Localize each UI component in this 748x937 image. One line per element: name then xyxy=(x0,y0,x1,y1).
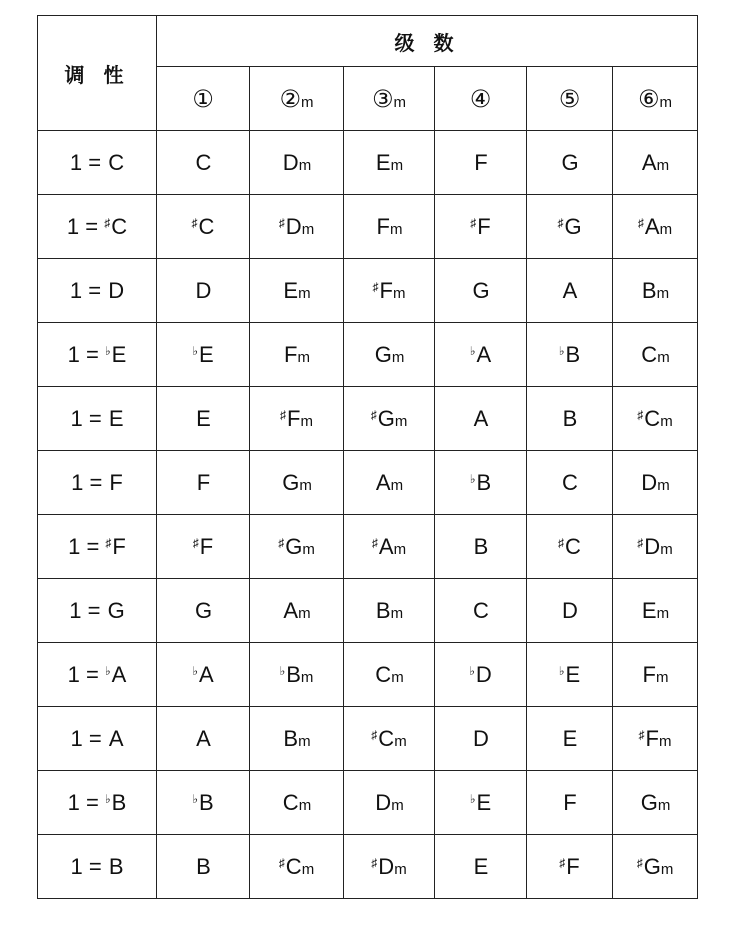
chord-root: E xyxy=(641,597,657,623)
chord-root: F xyxy=(199,533,214,559)
chord-cell xyxy=(613,771,698,835)
chord-root: A xyxy=(283,597,299,623)
chord-suffix: m xyxy=(298,796,312,814)
key-note: B xyxy=(108,853,124,879)
degree-suffix: m xyxy=(301,93,314,111)
degree-header-two xyxy=(250,67,344,131)
chord-cell xyxy=(157,835,250,899)
chord-cell xyxy=(157,515,250,579)
chord-suffix: m xyxy=(302,540,315,558)
chord-root: E xyxy=(473,853,489,879)
chord-root: F xyxy=(474,149,488,175)
chord-root: A xyxy=(476,341,492,367)
chord-root: D xyxy=(375,789,392,815)
chord-root: C xyxy=(644,405,661,431)
chord-cell xyxy=(157,195,250,259)
key-acc: ♭ xyxy=(104,663,111,678)
degree-number: ③ xyxy=(371,84,394,113)
chord-suffix: m xyxy=(658,732,672,750)
chord-root: A xyxy=(375,469,391,495)
chord-cell xyxy=(527,195,613,259)
chord-suffix: m xyxy=(394,860,407,878)
chord-cell xyxy=(344,707,435,771)
table-row xyxy=(38,835,698,899)
chord-suffix: m xyxy=(301,220,315,238)
key-column-header: 调 性 xyxy=(38,16,157,131)
key-note: G xyxy=(107,597,125,623)
chord-suffix: m xyxy=(657,348,670,366)
key-note: E xyxy=(111,341,127,367)
chord-suffix: m xyxy=(656,284,670,302)
chord-root: G xyxy=(640,789,658,815)
chord-cell xyxy=(344,643,435,707)
chord-acc: ♭ xyxy=(469,471,476,486)
key-prefix: 1 = xyxy=(69,277,108,303)
chord-cell xyxy=(613,387,698,451)
chord-root: C xyxy=(565,533,581,559)
chord-cell xyxy=(344,451,435,515)
key-note: B xyxy=(111,789,127,815)
key-cell xyxy=(38,259,157,323)
header-row-1 xyxy=(38,16,698,67)
key-cell xyxy=(38,195,157,259)
chord-cell xyxy=(527,835,613,899)
degree-number: ① xyxy=(192,84,214,113)
degree-suffix: m xyxy=(393,93,406,111)
chord-acc: ♯ xyxy=(636,855,643,870)
chord-root: G xyxy=(643,853,661,879)
key-acc: ♯ xyxy=(104,215,111,230)
chord-cell xyxy=(435,771,527,835)
degree-header-five xyxy=(527,67,613,131)
chord-acc: ♯ xyxy=(637,215,644,230)
key-cell xyxy=(38,771,157,835)
degree-group-header: 级 数 xyxy=(157,16,698,67)
chord-root: F xyxy=(287,405,301,431)
chord-cell xyxy=(250,707,344,771)
chord-acc: ♯ xyxy=(192,535,199,550)
chord-root: F xyxy=(563,789,577,815)
degree-suffix: m xyxy=(659,93,672,111)
chord-root: G xyxy=(282,469,300,495)
chord-root: A xyxy=(562,277,578,303)
chord-acc: ♯ xyxy=(558,535,565,550)
chord-cell xyxy=(527,323,613,387)
chord-suffix: m xyxy=(394,412,408,430)
chord-root: B xyxy=(562,405,578,431)
chord-cell xyxy=(344,835,435,899)
chord-suffix: m xyxy=(656,604,670,622)
chord-cell xyxy=(344,515,435,579)
table-row xyxy=(38,131,698,195)
chord-acc: ♯ xyxy=(470,215,477,230)
chord-suffix: m xyxy=(394,732,407,750)
chord-cell xyxy=(157,707,250,771)
chord-root: D xyxy=(285,213,302,239)
chord-suffix: m xyxy=(300,668,314,686)
chord-acc: ♯ xyxy=(638,727,645,742)
chord-cell xyxy=(527,387,613,451)
chord-cell xyxy=(344,131,435,195)
key-prefix: 1 = xyxy=(69,597,107,623)
key-prefix: 1 = xyxy=(69,149,108,175)
chord-cell xyxy=(527,451,613,515)
chord-suffix: m xyxy=(393,540,407,558)
chord-acc: ♭ xyxy=(192,791,198,806)
chord-acc: ♭ xyxy=(279,663,286,678)
chord-cell xyxy=(527,579,613,643)
chord-cell xyxy=(344,387,435,451)
chord-root: E xyxy=(375,149,391,175)
key-prefix: 1 = xyxy=(67,661,105,687)
chord-root: C xyxy=(562,469,578,495)
chord-cell xyxy=(613,579,698,643)
chord-root: A xyxy=(473,405,489,431)
chord-suffix: m xyxy=(298,156,312,174)
degree-header-three xyxy=(344,67,435,131)
chord-root: G xyxy=(472,277,490,303)
chord-acc: ♯ xyxy=(372,279,379,294)
chord-root: D xyxy=(473,725,489,751)
key-note: A xyxy=(108,725,124,751)
key-note: A xyxy=(111,661,127,687)
table-row xyxy=(38,515,698,579)
chord-root: D xyxy=(641,469,658,495)
key-cell xyxy=(38,131,157,195)
chord-suffix: m xyxy=(392,284,406,302)
degree-header-four xyxy=(435,67,527,131)
key-cell xyxy=(38,707,157,771)
chord-suffix: m xyxy=(390,604,404,622)
chord-cell xyxy=(527,643,613,707)
chord-root: B xyxy=(375,597,391,623)
chord-suffix: m xyxy=(660,860,674,878)
chord-cell xyxy=(157,259,250,323)
key-prefix: 1 = xyxy=(66,213,105,239)
key-prefix: 1 = xyxy=(68,533,106,559)
chord-suffix: m xyxy=(657,796,671,814)
chord-root: A xyxy=(644,213,660,239)
chord-root: D xyxy=(475,661,492,687)
chord-cell xyxy=(157,771,250,835)
chord-cell xyxy=(344,323,435,387)
chord-acc: ♯ xyxy=(557,215,564,230)
table-row xyxy=(38,643,698,707)
chord-acc: ♭ xyxy=(192,663,198,678)
chord-acc: ♯ xyxy=(559,855,566,870)
chord-root: F xyxy=(477,213,491,239)
chord-acc: ♯ xyxy=(280,407,287,422)
chord-cell xyxy=(344,579,435,643)
chord-cell xyxy=(435,643,527,707)
chord-root: B xyxy=(476,469,492,495)
chord-root: A xyxy=(641,149,657,175)
chord-suffix: m xyxy=(299,476,312,494)
key-cell xyxy=(38,579,157,643)
chord-root: B xyxy=(198,789,214,815)
chord-root: G xyxy=(564,213,582,239)
chord-root: D xyxy=(378,853,395,879)
chord-cell xyxy=(250,835,344,899)
table-row xyxy=(38,323,698,387)
chord-root: B xyxy=(641,277,657,303)
chord-cell xyxy=(157,387,250,451)
key-cell xyxy=(38,323,157,387)
chord-acc: ♯ xyxy=(278,535,285,550)
degree-header-one xyxy=(157,67,250,131)
chord-cell xyxy=(435,387,527,451)
degree-number: ⑤ xyxy=(558,84,581,113)
chord-cell xyxy=(435,707,527,771)
degree-header-six xyxy=(613,67,698,131)
chord-root: F xyxy=(196,469,211,495)
chord-suffix: m xyxy=(298,732,311,750)
table-row xyxy=(38,771,698,835)
chord-acc: ♯ xyxy=(370,407,377,422)
chord-acc: ♭ xyxy=(558,343,565,358)
chord-acc: ♭ xyxy=(558,663,565,678)
chord-root: E xyxy=(565,661,581,687)
key-prefix: 1 = xyxy=(71,469,109,495)
key-note: C xyxy=(111,213,128,239)
key-acc: ♭ xyxy=(104,343,111,358)
key-note: E xyxy=(108,405,124,431)
chord-cell xyxy=(250,515,344,579)
chord-suffix: m xyxy=(298,284,311,302)
chord-root: F xyxy=(645,725,659,751)
chord-suffix: m xyxy=(390,156,404,174)
chord-root: D xyxy=(282,149,299,175)
chord-suffix: m xyxy=(660,412,673,430)
chord-suffix: m xyxy=(655,668,669,686)
key-prefix: 1 = xyxy=(70,405,108,431)
chord-cell xyxy=(613,707,698,771)
chord-cell xyxy=(613,131,698,195)
chord-suffix: m xyxy=(659,220,673,238)
chord-cell xyxy=(250,323,344,387)
chord-root: C xyxy=(378,725,395,751)
chord-suffix: m xyxy=(657,476,670,494)
chord-suffix: m xyxy=(301,860,315,878)
chord-cell xyxy=(250,387,344,451)
chord-cell xyxy=(613,643,698,707)
key-prefix: 1 = xyxy=(70,725,108,751)
chord-cell xyxy=(250,195,344,259)
chord-root: C xyxy=(282,789,299,815)
chord-cell xyxy=(527,515,613,579)
key-prefix: 1 = xyxy=(67,789,105,815)
chord-root: G xyxy=(561,149,579,175)
chord-suffix: m xyxy=(389,220,403,238)
chord-root: E xyxy=(476,789,492,815)
chord-degree-table xyxy=(37,15,698,899)
chord-acc: ♭ xyxy=(469,343,476,358)
chord-acc: ♯ xyxy=(278,215,285,230)
chord-cell xyxy=(435,131,527,195)
table-row xyxy=(38,451,698,515)
chord-root: E xyxy=(196,405,211,431)
chord-root: E xyxy=(198,341,214,367)
chord-cell xyxy=(435,835,527,899)
chord-cell xyxy=(435,579,527,643)
chord-cell xyxy=(613,259,698,323)
chord-root: C xyxy=(195,149,212,175)
chord-cell xyxy=(435,259,527,323)
key-cell xyxy=(38,451,157,515)
chord-root: B xyxy=(196,853,211,879)
chord-acc: ♯ xyxy=(371,535,378,550)
chord-cell xyxy=(250,771,344,835)
chord-cell xyxy=(527,259,613,323)
chord-suffix: m xyxy=(391,348,405,366)
chord-acc: ♯ xyxy=(637,407,644,422)
table-row xyxy=(38,387,698,451)
chord-suffix: m xyxy=(391,668,404,686)
chord-acc: ♭ xyxy=(469,663,475,678)
key-cell xyxy=(38,387,157,451)
chord-cell xyxy=(157,643,250,707)
degree-number: ④ xyxy=(469,84,492,113)
chord-root: G xyxy=(194,597,213,623)
chord-root: A xyxy=(198,661,214,687)
chord-acc: ♭ xyxy=(469,791,476,806)
chord-acc: ♯ xyxy=(371,855,378,870)
key-note: F xyxy=(112,533,126,559)
chord-suffix: m xyxy=(660,540,673,558)
table-row xyxy=(38,259,698,323)
chord-cell xyxy=(344,259,435,323)
table-row xyxy=(38,579,698,643)
chord-acc: ♯ xyxy=(278,855,285,870)
chord-cell xyxy=(157,131,250,195)
chord-root: A xyxy=(196,725,211,751)
degree-number: ⑥ xyxy=(637,84,660,113)
chord-cell xyxy=(157,579,250,643)
degree-number: ② xyxy=(279,84,301,113)
chord-cell xyxy=(527,771,613,835)
chord-root: C xyxy=(198,213,215,239)
chord-root: E xyxy=(562,725,578,751)
chord-cell xyxy=(157,451,250,515)
chord-cell xyxy=(250,131,344,195)
key-prefix: 1 = xyxy=(70,853,108,879)
chord-root: E xyxy=(283,277,299,303)
chord-cell xyxy=(435,451,527,515)
chord-root: D xyxy=(562,597,578,623)
key-cell xyxy=(38,835,157,899)
key-cell xyxy=(38,515,157,579)
key-note: F xyxy=(109,469,123,495)
chord-suffix: m xyxy=(300,412,313,430)
key-acc: ♯ xyxy=(105,535,112,550)
chord-acc: ♯ xyxy=(191,215,198,230)
chord-suffix: m xyxy=(656,156,670,174)
chord-cell xyxy=(527,131,613,195)
chord-cell xyxy=(250,579,344,643)
chord-cell xyxy=(250,643,344,707)
chord-cell xyxy=(613,195,698,259)
table-row xyxy=(38,707,698,771)
chord-root: B xyxy=(473,533,489,559)
chord-suffix: m xyxy=(297,348,310,366)
chord-cell xyxy=(157,323,250,387)
chord-acc: ♭ xyxy=(192,343,198,358)
chord-cell xyxy=(250,259,344,323)
chord-root: C xyxy=(641,341,658,367)
chord-root: F xyxy=(642,661,656,687)
chord-acc: ♯ xyxy=(637,535,644,550)
chord-root: F xyxy=(379,277,393,303)
chord-cell xyxy=(613,323,698,387)
chord-root: D xyxy=(644,533,661,559)
table-row xyxy=(38,195,698,259)
chord-cell xyxy=(613,515,698,579)
chord-cell xyxy=(435,195,527,259)
chord-root: B xyxy=(565,341,581,367)
key-note: C xyxy=(108,149,125,175)
key-cell xyxy=(38,643,157,707)
chord-cell xyxy=(435,323,527,387)
chord-suffix: m xyxy=(390,476,404,494)
chord-acc: ♯ xyxy=(371,727,378,742)
chord-cell xyxy=(527,707,613,771)
key-note: D xyxy=(108,277,125,303)
chord-cell xyxy=(250,451,344,515)
chord-cell xyxy=(344,195,435,259)
chord-root: B xyxy=(283,725,299,751)
chord-root: C xyxy=(375,661,392,687)
chord-root: F xyxy=(284,341,298,367)
chord-root: F xyxy=(376,213,390,239)
chord-cell xyxy=(435,515,527,579)
chord-root: G xyxy=(374,341,392,367)
chord-root: C xyxy=(473,597,489,623)
chord-root: B xyxy=(286,661,301,687)
chord-root: F xyxy=(566,853,580,879)
key-prefix: 1 = xyxy=(67,341,105,367)
chord-root: G xyxy=(377,405,395,431)
chord-cell xyxy=(613,451,698,515)
chord-root: D xyxy=(195,277,212,303)
chord-cell xyxy=(613,835,698,899)
chord-cell xyxy=(344,771,435,835)
chord-root: G xyxy=(285,533,303,559)
key-acc: ♭ xyxy=(104,791,111,806)
chord-root: A xyxy=(378,533,394,559)
chord-root: C xyxy=(285,853,302,879)
chord-suffix: m xyxy=(298,604,311,622)
chord-suffix: m xyxy=(391,796,404,814)
